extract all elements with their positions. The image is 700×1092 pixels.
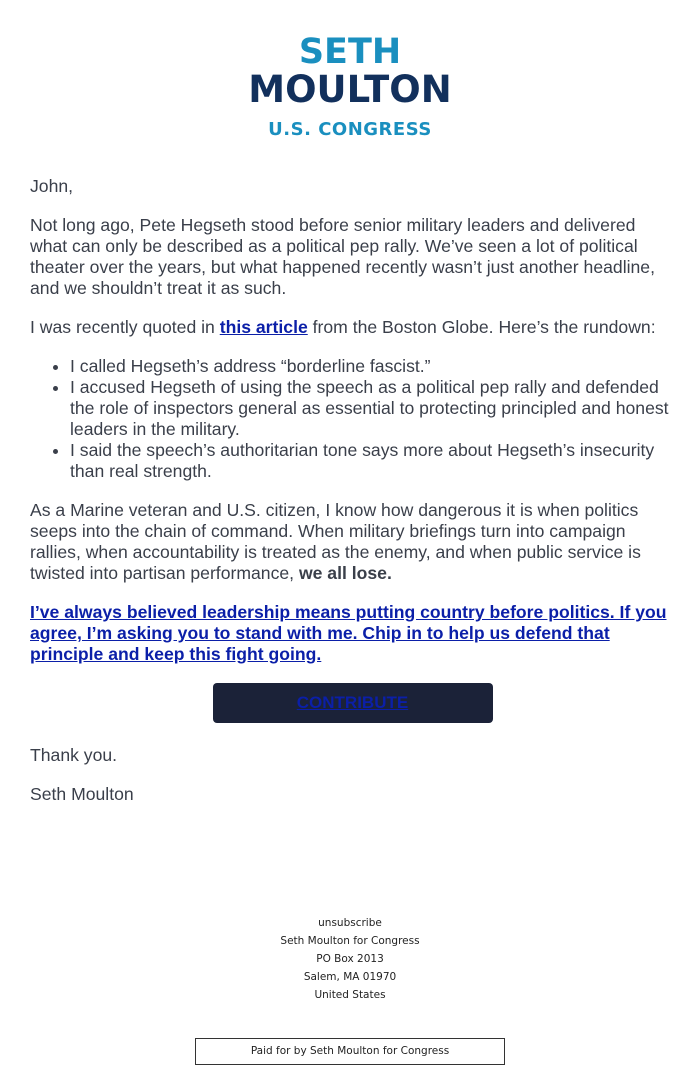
campaign-logo xyxy=(0,34,700,144)
closing: Thank you. xyxy=(30,745,118,765)
unsubscribe-link[interactable]: unsubscribe xyxy=(318,917,382,929)
article-text-after: from the Boston Globe. Here’s the rundown: xyxy=(307,317,656,337)
footer-address-line1: PO Box 2013 xyxy=(316,953,384,965)
contribute-button[interactable]: CONTRIBUTE xyxy=(213,683,493,723)
footer xyxy=(0,914,700,1004)
cta-donate-link[interactable]: I’ve always believed leadership means putting country before politics. If you agree, I’m asking you to stand with me. Chip in to help us defend that principle and keep this fight going. xyxy=(30,602,667,664)
list-item: • I called Hegseth’s address “borderline fascist.” xyxy=(70,356,675,377)
footer-org: Seth Moulton for Congress xyxy=(280,935,420,947)
greeting: John, xyxy=(30,176,74,196)
button-row xyxy=(30,683,675,723)
list-item: • I accused Hegseth of using the speech as a political pep rally and defended the role of inspectors general as essential to protecting principled and honest leaders in the military. xyxy=(70,377,675,440)
paragraph-article xyxy=(30,317,675,338)
list-item: • I said the speech’s authoritarian tone says more about Hegseth’s insecurity than real strength. xyxy=(70,440,675,482)
rundown-list xyxy=(30,356,675,482)
paid-for-disclaimer: Paid for by Seth Moulton for Congress xyxy=(195,1038,505,1065)
logo-line-office: U.S. CONGRESS xyxy=(268,119,432,140)
footer-country: United States xyxy=(314,989,386,1001)
paragraph-cta xyxy=(30,602,675,665)
paragraph-veteran xyxy=(30,500,675,584)
article-link[interactable]: this article xyxy=(219,317,308,337)
paragraph-intro: Not long ago, Pete Hegseth stood before senior military leaders and delivered what can only be described as a political pep rally. We’ve seen a lot of political theater over the years, but what happened recently wasn’t just another headline, and we shouldn’t treat it as such. xyxy=(30,215,655,298)
veteran-text: As a Marine veteran and U.S. citizen, I know how dangerous it is when politics seeps into the chain of command. When military briefings turn into campaign rallies, when accountability is treated as the enemy, and when public service is twisted into partisan performance, xyxy=(30,500,641,583)
logo-line-first-name: SETH xyxy=(298,32,402,72)
signature: Seth Moulton xyxy=(30,784,134,804)
footer-address-line2: Salem, MA 01970 xyxy=(303,971,397,983)
email-body xyxy=(30,176,675,823)
veteran-emphasis: we all lose. xyxy=(298,563,392,583)
article-text-before: I was recently quoted in xyxy=(30,317,220,337)
logo-line-last-name: MOULTON xyxy=(248,68,452,111)
